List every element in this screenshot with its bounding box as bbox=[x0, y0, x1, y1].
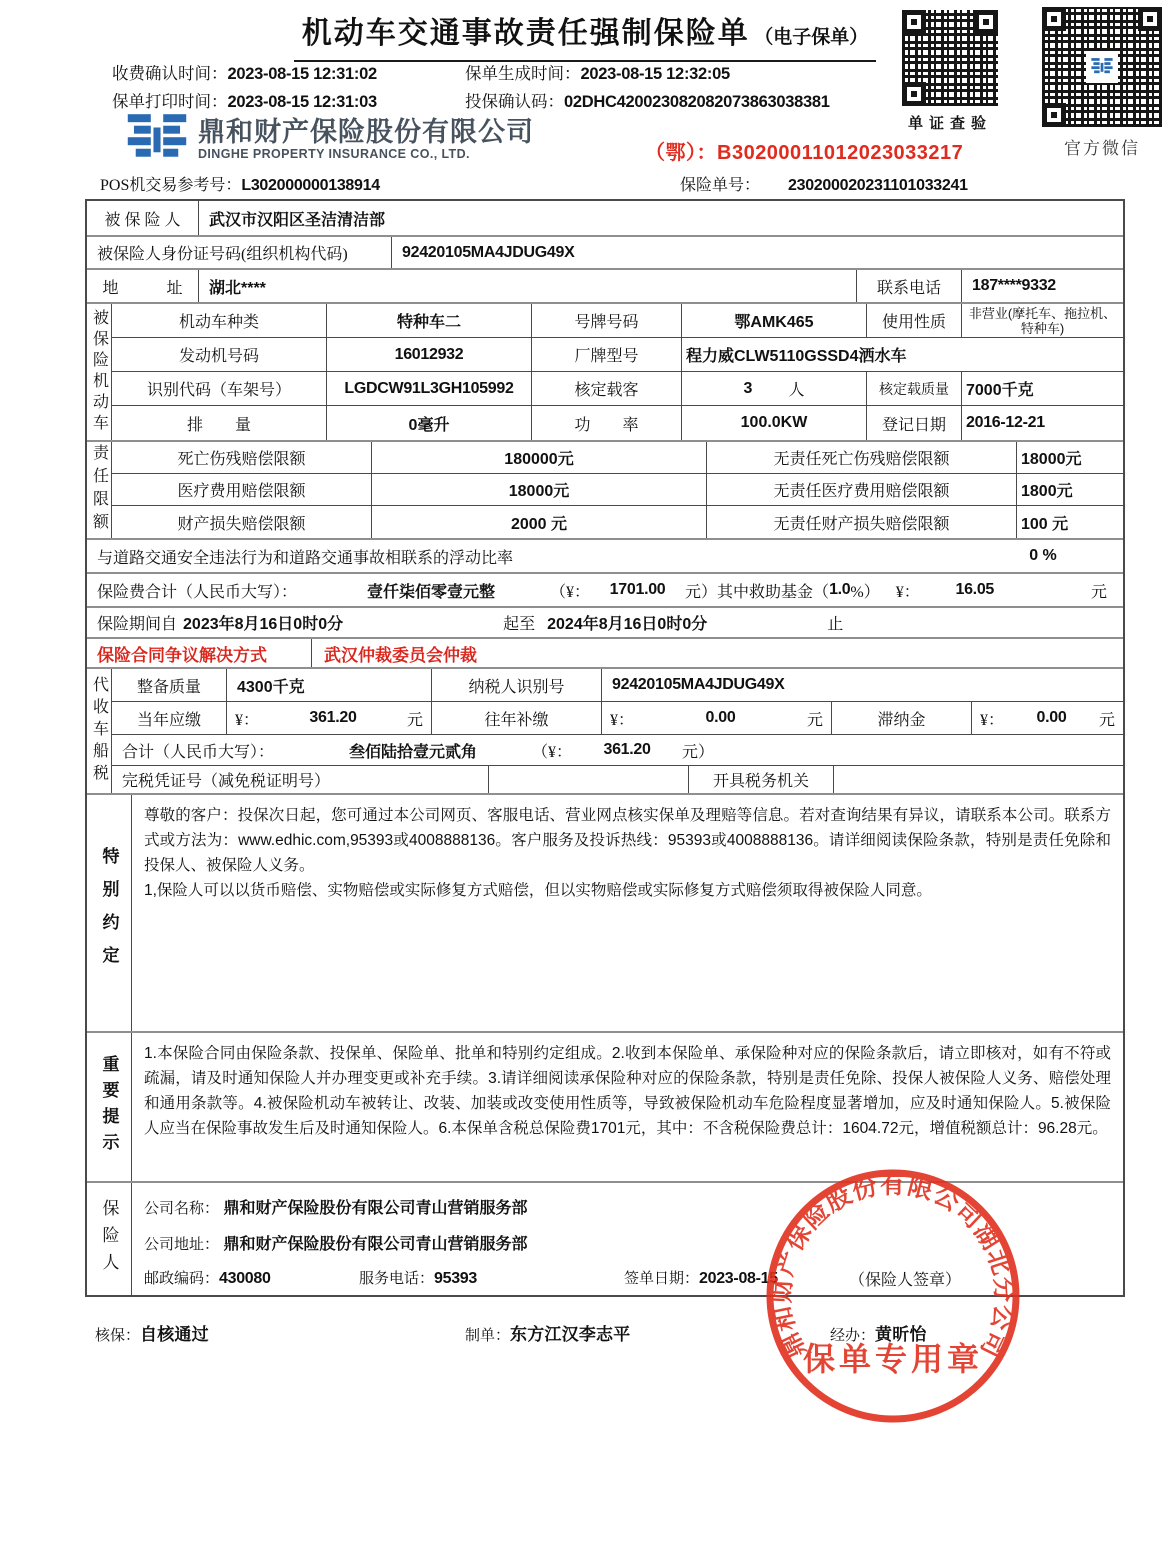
policy-number-row bbox=[100, 172, 1125, 196]
audit-label: 核保： bbox=[95, 1328, 141, 1344]
meta-left-column bbox=[112, 60, 377, 116]
nofault-property-value: 100 元 bbox=[1021, 515, 1069, 533]
insurer-name-value: 鼎和财产保险股份有限公司青山营销服务部 bbox=[223, 1200, 528, 1217]
liability-block bbox=[87, 442, 1123, 540]
power-value: 100.0KW bbox=[682, 406, 867, 440]
past-tax-label: 往年补缴 bbox=[432, 702, 602, 734]
taxid-value: 92420105MA4JDUG49X bbox=[612, 676, 785, 693]
special-side-header: 特别约定 bbox=[87, 795, 132, 1031]
load-value: 7000千克 bbox=[966, 382, 1034, 399]
dinghe-logo-icon bbox=[126, 112, 188, 166]
period-end-label: 止 bbox=[827, 616, 844, 633]
qr-finder-icon bbox=[1042, 7, 1066, 31]
insurer-name-label: 公司名称： bbox=[144, 1201, 220, 1217]
vehicle-block bbox=[87, 304, 1123, 442]
engine-row bbox=[112, 338, 1123, 372]
seats-value: 3 bbox=[743, 379, 753, 397]
float-rate-label: 与道路交通安全违法行为和道路交通事故相联系的浮动比率 bbox=[97, 549, 514, 567]
title-suffix: （电子保单） bbox=[754, 27, 869, 48]
tax-block bbox=[87, 669, 1123, 795]
company-brand bbox=[126, 112, 534, 166]
load-label: 核定载质量 bbox=[867, 372, 962, 405]
seats-label: 核定载客 bbox=[532, 372, 682, 405]
seats-value-cell bbox=[682, 372, 867, 405]
maker-label: 制单： bbox=[465, 1328, 511, 1344]
reg-date-value: 2016-12-21 bbox=[966, 414, 1045, 431]
vehicle-type-label: 机动车种类 bbox=[112, 304, 327, 337]
tax-office-label: 开具税务机关 bbox=[689, 766, 834, 793]
taxid-label: 纳税人识别号 bbox=[432, 669, 602, 701]
tax-mass-row bbox=[112, 669, 1123, 702]
insured-id-value: 92420105MA4JDUG49X bbox=[402, 243, 575, 261]
sign-date-value: 2023-08-15 bbox=[699, 1270, 778, 1287]
qr-finder-icon bbox=[974, 10, 998, 34]
special-line-1: 尊敬的客户：投保次日起，您可通过本公司网页、客服电话、营业网点核实保单及理赔等信息。若对查询结果有异议，请联系本公司。联系方式或方法为：www.edhic.com,95393或4008888136。客户服务及投诉热线：95393或4008888136。请详细阅读保险条款，特别是责任免除和投保人、被保险人义务。 bbox=[144, 807, 1111, 874]
displacement-row bbox=[112, 406, 1123, 440]
usage-label: 使用性质 bbox=[867, 304, 962, 337]
dispute-value: 武汉仲裁委员会仲裁 bbox=[324, 645, 477, 665]
sign-date-label: 签单日期： bbox=[624, 1271, 700, 1287]
special-block bbox=[87, 795, 1123, 1033]
phone-value: 187****9332 bbox=[972, 277, 1056, 294]
confirm-code-value: 02DHC420023082082073863038381 bbox=[564, 93, 830, 111]
zip-label: 邮政编码： bbox=[144, 1271, 220, 1287]
nofault-medical-label: 无责任医疗费用赔偿限额 bbox=[707, 474, 1017, 505]
late-fee-label: 滞纳金 bbox=[832, 702, 972, 734]
reg-date-label: 登记日期 bbox=[867, 406, 962, 440]
model-value: 程力威CLW5110GSSD4洒水车 bbox=[686, 348, 907, 365]
tax-cert-label: 完税凭证号（减免税证明号） bbox=[112, 766, 489, 793]
float-rate-value: 0 % bbox=[1029, 547, 1057, 564]
generate-time-label: 保单生成时间： bbox=[465, 65, 581, 83]
model-label: 厂牌型号 bbox=[532, 338, 682, 371]
tax-total-row bbox=[112, 735, 1123, 766]
tax-total-open: （¥： bbox=[532, 743, 573, 761]
print-time-label: 保单打印时间： bbox=[112, 93, 228, 111]
power-label: 功 率 bbox=[532, 406, 682, 440]
displacement-value: 0毫升 bbox=[327, 406, 532, 440]
address-row bbox=[87, 270, 1123, 304]
tax-amount-row bbox=[112, 702, 1123, 735]
liability-row bbox=[112, 506, 1123, 538]
wechat-qr-label: 官方微信 bbox=[1064, 139, 1140, 158]
pos-ref-value: L302000000138914 bbox=[241, 177, 380, 194]
tax-total-label: 合计（人民币大写）： bbox=[122, 743, 275, 761]
audit-value: 自核通过 bbox=[140, 1325, 209, 1344]
property-limit-value: 2000 元 bbox=[372, 506, 707, 538]
tax-total-value: 361.20 bbox=[603, 741, 651, 758]
important-side-header: 重要提示 bbox=[87, 1033, 132, 1181]
dispute-label: 保险合同争议解决方式 bbox=[87, 639, 312, 667]
period-to-label: 起至 bbox=[503, 616, 536, 633]
seal-center-text: 保单专用章 bbox=[802, 1341, 984, 1377]
meta-right-column bbox=[465, 60, 830, 116]
current-tax-cell bbox=[227, 702, 432, 734]
plate-label: 号牌号码 bbox=[532, 304, 682, 337]
premium-amount: 1701.00 bbox=[609, 581, 666, 598]
wechat-qr-code bbox=[1040, 5, 1164, 129]
period-to-value: 2024年8月16日0时0分 bbox=[547, 616, 708, 633]
current-tax-label: 当年应缴 bbox=[112, 702, 227, 734]
liability-row bbox=[112, 442, 1123, 474]
verify-qr-code bbox=[900, 8, 1000, 108]
generate-time-value: 2023-08-15 12:32:05 bbox=[580, 65, 730, 83]
confirm-code-label: 投保确认码： bbox=[465, 93, 564, 111]
current-tax-value: 361.20 bbox=[309, 709, 357, 726]
fund-close: %） bbox=[850, 583, 880, 601]
property-limit-label: 财产损失赔偿限额 bbox=[112, 506, 372, 538]
important-paragraph: 1.本保险合同由保险条款、投保单、保险单、批单和特别约定组成。2.收到本保险单、承保险种对应的保险条款后，请立即核对，如有不符或疏漏，请及时通知保险人并办理变更或补充手续。3.请详细阅读承保险种对应的保险条款，特别是责任免除、投保人被保险人义务、赔偿处理和通用条款等。4.被保险机动车被转让、改装、加装或改变使用性质等，导致被保险机动车危险程度显著增加，应及时通知保险人。5.被保险人应当在保险事故发生后及时通知保险人。6.本保单含税总保险费1701元，其中：不含税保险费总计：1604.72元，增值税额总计：96.28元。 bbox=[144, 1045, 1111, 1137]
insured-id-label: 被保险人身份证号码(组织机构代码) bbox=[87, 237, 392, 268]
vehicle-side-header: 被保险机动车 bbox=[87, 304, 112, 440]
insurer-content bbox=[132, 1183, 1123, 1295]
vin-value: LGDCW91L3GH105992 bbox=[327, 372, 532, 405]
insured-name-row bbox=[87, 201, 1123, 237]
premium-fund-text: 元）其中救助基金（ bbox=[685, 583, 830, 601]
medical-limit-label: 医疗费用赔偿限额 bbox=[112, 474, 372, 505]
pos-ref-label: POS机交易参考号： bbox=[100, 177, 242, 194]
nofault-medical-value: 1800元 bbox=[1021, 483, 1073, 500]
qr-finder-icon bbox=[902, 10, 926, 34]
premium-row bbox=[87, 574, 1123, 608]
liability-side-header: 责任限额 bbox=[87, 442, 112, 538]
insurer-block bbox=[87, 1183, 1123, 1295]
late-fee-cell bbox=[972, 702, 1123, 734]
document-footer bbox=[95, 1320, 1105, 1348]
nofault-property-label: 无责任财产损失赔偿限额 bbox=[707, 506, 1017, 538]
unit-yuan: 元 bbox=[806, 711, 823, 729]
death-limit-value: 180000元 bbox=[372, 442, 707, 473]
tax-total-words: 叁佰陆拾壹元贰角 bbox=[349, 743, 478, 761]
insured-id-row bbox=[87, 237, 1123, 270]
past-tax-cell bbox=[602, 702, 832, 734]
tax-total-close: 元） bbox=[682, 743, 715, 761]
unit-yuan: 元 bbox=[406, 711, 423, 729]
mass-label: 整备质量 bbox=[112, 669, 227, 701]
tax-side-header: 代收车船税 bbox=[87, 669, 112, 793]
address-value: 湖北**** bbox=[199, 270, 857, 302]
seal-note: （保险人签章） bbox=[849, 1272, 962, 1289]
fund-unit: 元 bbox=[1090, 583, 1107, 601]
usage-value: 非营业(摩托车、拖拉机、特种车) bbox=[968, 305, 1117, 336]
vehicle-type-value: 特种车二 bbox=[327, 304, 532, 337]
handler-value: 黄昕怡 bbox=[875, 1325, 927, 1344]
cny-symbol: ¥： bbox=[235, 711, 260, 729]
fund-cny-label: ¥： bbox=[895, 583, 920, 601]
premium-words: 壹仟柒佰零壹元整 bbox=[367, 583, 496, 601]
cny-symbol: ¥： bbox=[980, 711, 1005, 729]
company-name-cn: 鼎和财产保险股份有限公司 bbox=[198, 117, 534, 147]
seal-ring-text: 鼎和财产保险股份有限公司湖北分公司 bbox=[767, 1170, 1019, 1363]
maker-value: 东方江汉李志平 bbox=[510, 1325, 631, 1344]
fund-amount: 16.05 bbox=[955, 581, 995, 598]
plate-value: 鄂AMK465 bbox=[682, 304, 867, 337]
insurer-side-header: 保险人 bbox=[87, 1183, 132, 1295]
nofault-death-label: 无责任死亡伤残赔偿限额 bbox=[707, 442, 1017, 473]
dinghe-logo-icon bbox=[1086, 51, 1118, 83]
policy-no-value: 230200020231101033241 bbox=[788, 177, 968, 194]
period-from-label: 保险期间自 bbox=[97, 616, 178, 633]
tax-cert-row bbox=[112, 766, 1123, 793]
cny-symbol: ¥： bbox=[610, 711, 635, 729]
policy-no-label: 保险单号： bbox=[680, 177, 761, 194]
unit-yuan: 元 bbox=[1098, 711, 1115, 729]
important-block bbox=[87, 1033, 1123, 1183]
service-tel-label: 服务电话： bbox=[359, 1271, 435, 1287]
fund-rate: 1.0 bbox=[829, 581, 851, 598]
liability-row bbox=[112, 474, 1123, 506]
mass-value: 4300千克 bbox=[227, 669, 432, 701]
premium-cny-open: （¥： bbox=[550, 583, 591, 601]
title-text: 机动车交通事故责任强制保险单 bbox=[301, 17, 750, 50]
insured-name-label: 被 保 险 人 bbox=[87, 201, 199, 235]
special-line-2: 1,保险人可以以货币赔偿、实物赔偿或实际修复方式赔偿，但以实物赔偿或实际修复方式赔偿须取得被保险人同意。 bbox=[144, 882, 932, 899]
medical-limit-value: 18000元 bbox=[372, 474, 707, 505]
insured-name-value: 武汉市汉阳区圣洁清洁部 bbox=[209, 211, 386, 229]
print-time-value: 2023-08-15 12:31:03 bbox=[227, 93, 377, 111]
tax-office-value bbox=[834, 766, 1123, 793]
qr-finder-icon bbox=[902, 82, 926, 106]
region-policy-code: （鄂）：B30200011012023033217 bbox=[645, 142, 964, 164]
special-paragraph bbox=[132, 795, 1123, 911]
premium-label: 保险费合计（人民币大写）： bbox=[97, 583, 298, 601]
period-from-value: 2023年8月16日0时0分 bbox=[183, 616, 344, 633]
late-fee-value: 0.00 bbox=[1036, 709, 1067, 726]
period-row bbox=[87, 608, 1123, 639]
nofault-death-value: 18000元 bbox=[1021, 451, 1082, 468]
handler-label: 经办： bbox=[830, 1328, 876, 1344]
seats-unit: 人 bbox=[788, 382, 805, 399]
vin-row bbox=[112, 372, 1123, 406]
zip-value: 430080 bbox=[219, 1270, 271, 1287]
fee-confirm-label: 收费确认时间： bbox=[112, 65, 228, 83]
vehicle-type-row bbox=[112, 304, 1123, 338]
insurer-addr-label: 公司地址： bbox=[144, 1237, 220, 1253]
death-limit-label: 死亡伤残赔偿限额 bbox=[112, 442, 372, 473]
past-tax-value: 0.00 bbox=[705, 709, 736, 726]
policy-table bbox=[85, 199, 1125, 1297]
vin-label: 识别代码（车架号） bbox=[112, 372, 327, 405]
phone-label: 联系电话 bbox=[857, 270, 962, 302]
engine-label: 发动机号码 bbox=[112, 338, 327, 371]
qr-finder-icon bbox=[1138, 7, 1162, 31]
fee-confirm-value: 2023-08-15 12:31:02 bbox=[227, 65, 377, 83]
service-tel-value: 95393 bbox=[434, 1270, 478, 1287]
tax-cert-value bbox=[489, 766, 689, 793]
displacement-label: 排 量 bbox=[112, 406, 327, 440]
address-label: 地 址 bbox=[87, 270, 199, 302]
qr-finder-icon bbox=[1042, 103, 1066, 127]
float-rate-row bbox=[87, 540, 1123, 574]
company-name-en: DINGHE PROPERTY INSURANCE CO., LTD. bbox=[198, 147, 470, 161]
dispute-row bbox=[87, 639, 1123, 669]
verify-qr-label: 单证查验 bbox=[907, 115, 992, 132]
engine-value: 16012932 bbox=[327, 338, 532, 371]
insurer-addr-value: 鼎和财产保险股份有限公司青山营销服务部 bbox=[223, 1236, 528, 1253]
